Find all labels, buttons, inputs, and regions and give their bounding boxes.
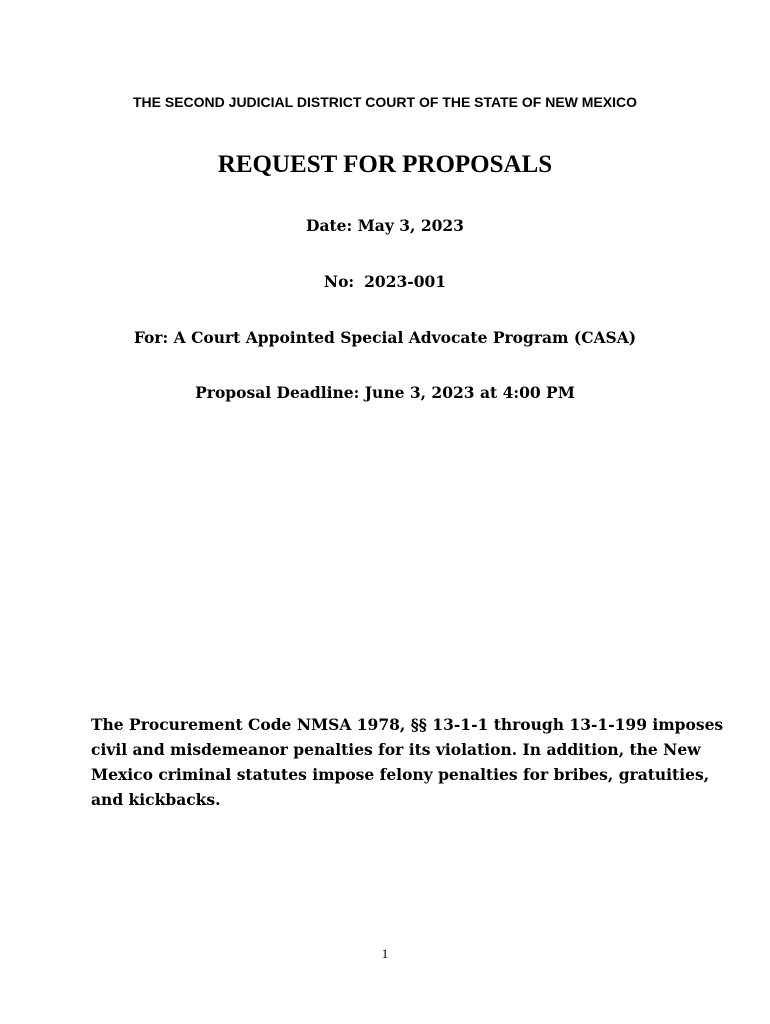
issue-date: Date: May 3, 2023 bbox=[306, 216, 464, 235]
notice-line: Mexico criminal statutes impose felony penalties for bribes, gratuities, bbox=[91, 765, 710, 784]
notice-line: and kickbacks. bbox=[91, 790, 221, 809]
rfp-number bbox=[0, 272, 770, 291]
court-name-heading: THE SECOND JUDICIAL DISTRICT COURT OF THE STATE OF NEW MEXICO bbox=[132, 94, 637, 110]
notice-line: The Procurement Code NMSA 1978, §§ 13-1-1 through 13-1-199 imposes bbox=[91, 715, 724, 734]
rfp-purpose: For: A Court Appointed Special Advocate Program (CASA) bbox=[133, 328, 637, 347]
document-title: REQUEST FOR PROPOSALS bbox=[217, 151, 553, 178]
rfp-number-value: 2023-001 bbox=[364, 272, 447, 291]
notice-line: civil and misdemeanor penalties for its violation. In addition, the New bbox=[91, 740, 701, 759]
page-number: 1 bbox=[381, 946, 389, 961]
rfp-number-label: No: bbox=[323, 272, 355, 291]
proposal-deadline: Proposal Deadline: June 3, 2023 at 4:00 PM bbox=[195, 383, 575, 402]
procurement-code-notice bbox=[91, 712, 724, 812]
